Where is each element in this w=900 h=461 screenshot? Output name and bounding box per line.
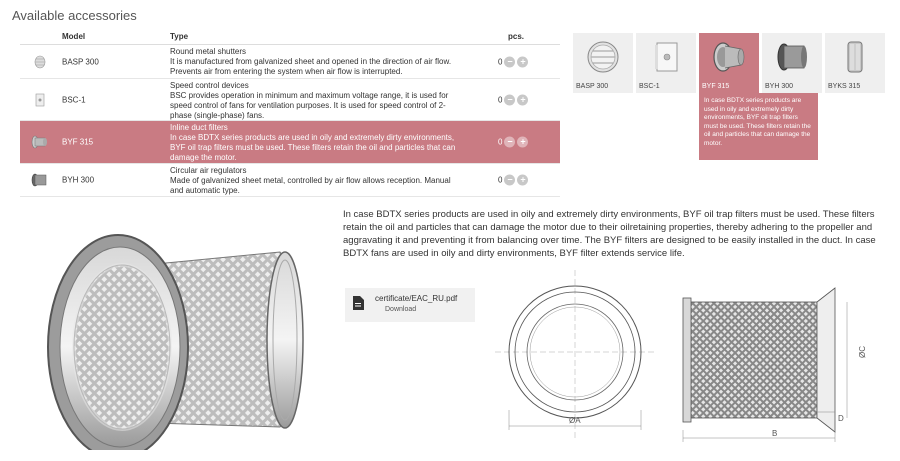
- pcs-column-header: pcs.: [508, 32, 525, 41]
- row-type: [170, 164, 480, 198]
- row-type-line: Prevents air from entering the system when air flow is interrupted.: [170, 67, 403, 76]
- row-model: BYF 315: [62, 137, 94, 147]
- regulator-icon: [30, 172, 50, 188]
- product-photo: [30, 222, 310, 450]
- row-model: BASP 300: [62, 57, 99, 66]
- decrease-button[interactable]: −: [504, 94, 515, 105]
- decrease-button[interactable]: −: [504, 56, 515, 67]
- speed-controller-icon: [30, 92, 50, 108]
- accessory-tile[interactable]: [762, 33, 822, 93]
- product-description: In case BDTX series products are used in oily and extremely dirty environments, BYF oil trap filters must be used. These filters retain the oil and particles that can damage the motor due to their oilretaining properties, thereby adhering to the propeller and aggravating it and preventing it from balancing over time. The BYF filters are designed to be easily installed in the duct. In case BDTX fans are used in oily and dirty environments, BYF filter extends service life.: [343, 209, 876, 259]
- row-type-line: phase (single-phase) fans.: [170, 111, 265, 120]
- section-title: Available accessories: [12, 8, 137, 23]
- quantity-stepper: [498, 175, 528, 186]
- row-type-line: BSC provides operation in minimum and maximum voltage range, it is used for: [170, 91, 449, 100]
- row-type-line: Round metal shutters: [170, 47, 247, 56]
- row-type-line: Inline duct filters: [170, 123, 228, 132]
- row-type: [170, 45, 480, 79]
- tile-label: BASP 300: [576, 83, 609, 90]
- increase-button[interactable]: +: [517, 175, 528, 186]
- shutter-icon: [30, 54, 50, 70]
- row-type-line: Made of galvanized sheet metal, controlled by air flow allows reception. Manual: [170, 176, 451, 185]
- increase-button[interactable]: +: [517, 137, 528, 148]
- quantity-value: 0: [498, 175, 503, 185]
- accessory-tile-selected[interactable]: [699, 33, 759, 93]
- shutter-icon: [585, 39, 621, 75]
- dimension-b-label: B: [772, 429, 778, 438]
- filter-icon: [711, 39, 747, 75]
- row-type-line: It is manufactured from galvanized sheet and opened in the direction of air flow.: [170, 57, 452, 66]
- table-row-selected[interactable]: [20, 121, 560, 164]
- table-header: [20, 30, 560, 45]
- document-icon: [353, 296, 364, 310]
- model-column-header: Model: [62, 32, 86, 41]
- accessory-tile[interactable]: [636, 33, 696, 93]
- row-type-line: BYF oil trap filters must be used. These filters retain the oil and particles that can: [170, 143, 456, 152]
- row-model: BYH 300: [62, 175, 95, 185]
- increase-button[interactable]: +: [517, 94, 528, 105]
- filter-icon: [30, 134, 50, 150]
- type-column-header: Type: [170, 32, 189, 41]
- side-view-drawing: [675, 280, 890, 450]
- accessory-tiles: [573, 33, 885, 93]
- quantity-stepper: [498, 137, 528, 148]
- accessory-tile[interactable]: [825, 33, 885, 93]
- row-type-line: Speed control devices: [170, 81, 249, 90]
- quantity-stepper: [498, 94, 528, 105]
- tile-tooltip: In case BDTX series products are used in oily and extremely dirty environments, BYF oil trap filters must be used. These filters retain the oil and particles that can damage the motor.: [699, 93, 818, 160]
- row-type: [170, 121, 480, 165]
- row-type-line: Circular air regulators: [170, 166, 247, 175]
- certificate-filename[interactable]: certificate/EAC_RU.pdf: [375, 294, 458, 303]
- quantity-value: 0: [498, 57, 503, 66]
- quantity-stepper: [498, 56, 528, 67]
- tile-label: BYF 315: [702, 83, 730, 90]
- decrease-button[interactable]: −: [504, 175, 515, 186]
- front-view-drawing: [495, 270, 655, 450]
- silencer-icon: [837, 39, 873, 75]
- table-row[interactable]: [20, 79, 560, 121]
- table-row[interactable]: [20, 164, 560, 197]
- tile-label: BSC-1: [639, 83, 660, 90]
- accessory-tile[interactable]: [573, 33, 633, 93]
- row-type-line: damage the motor.: [170, 153, 237, 162]
- row-type: [170, 79, 480, 123]
- quantity-value: 0: [498, 95, 503, 104]
- dimension-d-label: D: [838, 414, 844, 423]
- regulator-icon: [774, 39, 810, 75]
- dimension-a-label: ØA: [569, 416, 581, 425]
- download-link[interactable]: Download: [385, 306, 417, 313]
- tile-label: BYH 300: [765, 83, 794, 90]
- increase-button[interactable]: +: [517, 56, 528, 67]
- table-row[interactable]: [20, 45, 560, 79]
- accessories-table: [20, 30, 560, 197]
- speed-controller-icon: [648, 39, 684, 75]
- row-model: BSC-1: [62, 95, 86, 104]
- quantity-value: 0: [498, 137, 503, 147]
- row-type-line: In case BDTX series products are used in oily and extremely dirty environments,: [170, 133, 455, 142]
- decrease-button[interactable]: −: [504, 137, 515, 148]
- row-type-line: and automatic type.: [170, 186, 240, 195]
- certificate-download[interactable]: [345, 288, 475, 322]
- dimension-c-label: ØC: [858, 346, 867, 358]
- tile-label: BYKS 315: [828, 83, 861, 90]
- row-type-line: speed control of fans for ventilation purposes. It is used for speed control of 2-: [170, 101, 446, 110]
